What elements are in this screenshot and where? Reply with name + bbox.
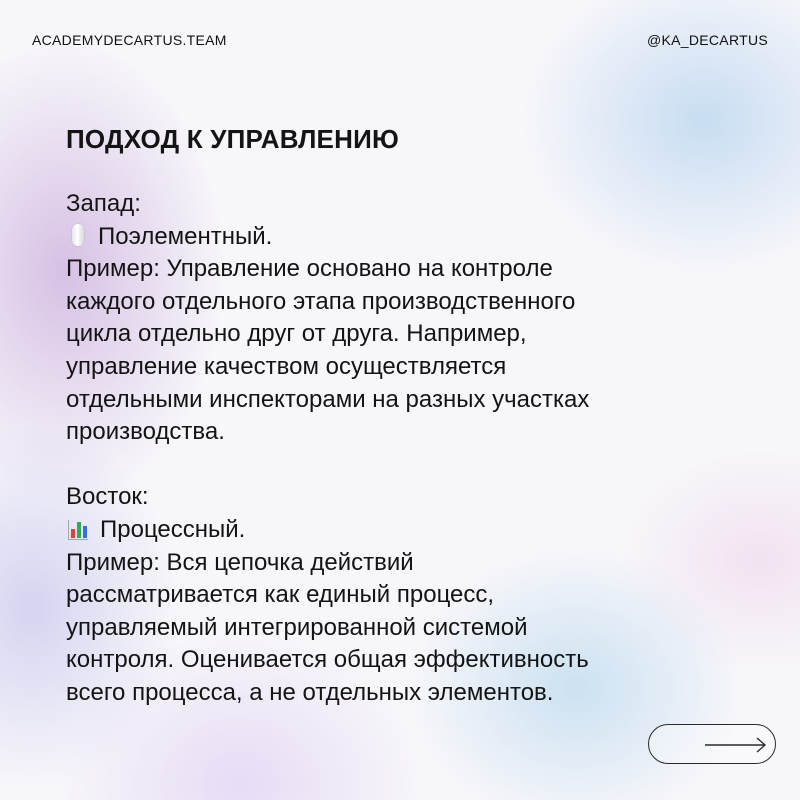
west-example-line: цикла отдельно друг от друга. Например, bbox=[66, 320, 527, 348]
east-example-line: управляемый интегрированной системой bbox=[66, 613, 528, 641]
arrow-right-icon bbox=[705, 736, 767, 754]
west-example-line: управление качеством осуществляется bbox=[66, 352, 507, 380]
east-example-line: контроля. Оценивается общая эффективность bbox=[66, 646, 589, 674]
west-approach-line bbox=[66, 221, 756, 254]
east-label: Восток: bbox=[66, 483, 149, 511]
east-example-line: Пример: Вся цепочка действий bbox=[66, 548, 414, 576]
west-label: Запад: bbox=[66, 190, 141, 217]
bar-chart-icon bbox=[68, 520, 88, 540]
east-approach-line bbox=[66, 514, 756, 547]
east-approach: Процессный. bbox=[100, 515, 246, 543]
chart-bar-red bbox=[71, 529, 75, 538]
account-handle: @KA_DECARTUS bbox=[646, 32, 768, 48]
east-example-line: рассматривается как единый процесс, bbox=[66, 581, 495, 609]
east-example-line: всего процесса, а не отдельных элементов. bbox=[66, 678, 554, 706]
section-gap bbox=[66, 449, 756, 482]
page-title: ПОДХОД К УПРАВЛЕНИЮ bbox=[66, 124, 399, 154]
white-tube-icon bbox=[72, 224, 84, 246]
next-slide-button[interactable] bbox=[648, 724, 776, 764]
west-example-line: отдельными инспекторами на разных участках bbox=[66, 385, 590, 413]
west-approach: Поэлементный. bbox=[98, 222, 273, 250]
west-example-line: каждого отдельного этапа производственного bbox=[66, 287, 576, 315]
west-example-line: производства. bbox=[66, 418, 225, 446]
content-block bbox=[66, 188, 756, 710]
chart-bar-blue bbox=[83, 526, 87, 538]
site-name: ACADEMYDECARTUS.TEAM bbox=[32, 32, 227, 48]
chart-bar-green bbox=[77, 522, 81, 538]
west-example-line: Пример: Управление основано на контроле bbox=[66, 255, 553, 283]
